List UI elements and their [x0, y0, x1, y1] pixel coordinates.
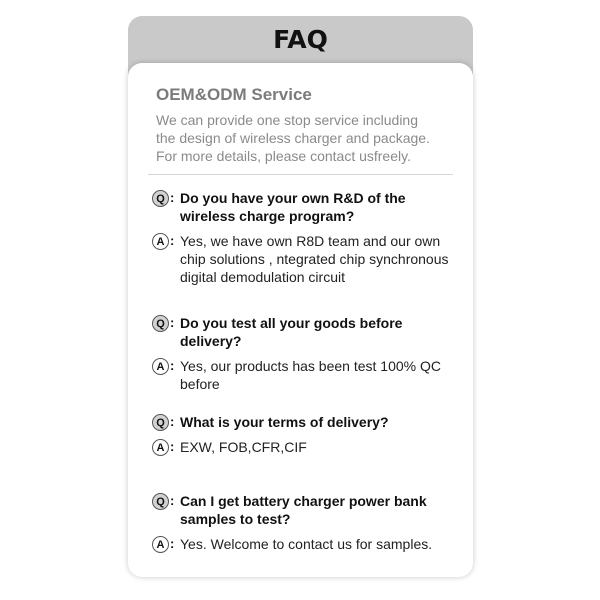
question-text	[180, 413, 389, 431]
service-line: the design of wireless charger and package.	[156, 130, 430, 146]
faq-item	[152, 314, 462, 393]
question-line: What is your terms of delivery?	[180, 414, 389, 430]
question-icon: Q	[152, 190, 169, 207]
page-title: FAQ	[273, 25, 328, 54]
question-text	[180, 314, 402, 350]
answer-text	[180, 438, 307, 456]
answer-icon: A	[152, 233, 169, 250]
faq-list	[152, 189, 462, 553]
answer-line: before	[180, 376, 220, 392]
answer-colon: :	[170, 233, 175, 248]
answer-icon: A	[152, 358, 169, 375]
question-line: samples to test?	[180, 511, 291, 527]
question-row	[152, 492, 462, 528]
question-colon: :	[170, 315, 175, 330]
answer-row	[152, 438, 462, 456]
question-text	[180, 492, 427, 528]
question-text	[180, 189, 406, 225]
answer-row	[152, 535, 462, 553]
answer-line: Yes, our products has been test 100% QC	[180, 358, 441, 374]
service-line: We can provide one stop service including	[156, 112, 419, 128]
service-title: OEM&ODM Service	[156, 85, 312, 104]
faq-card	[128, 63, 473, 577]
answer-colon: :	[170, 536, 175, 551]
question-icon: Q	[152, 414, 169, 431]
question-line: Do you have your own R&D of the	[180, 190, 406, 206]
service-line: For more details, please contact usfreely.	[156, 148, 411, 164]
answer-row	[152, 357, 462, 393]
answer-line: Yes, we have own R8D team and our own	[180, 233, 441, 249]
question-row	[152, 189, 462, 225]
question-line: wireless charge program?	[180, 208, 355, 224]
answer-line: EXW, FOB,CFR,CIF	[180, 439, 307, 455]
answer-colon: :	[170, 439, 175, 454]
answer-line: digital demodulation circuit	[180, 269, 345, 285]
question-line: delivery?	[180, 333, 242, 349]
answer-icon: A	[152, 536, 169, 553]
question-row	[152, 314, 462, 350]
divider	[148, 174, 453, 175]
question-icon: Q	[152, 315, 169, 332]
question-line: Can I get battery charger power bank	[180, 493, 427, 509]
answer-line: Yes. Welcome to contact us for samples.	[180, 536, 433, 552]
answer-icon: A	[152, 439, 169, 456]
question-icon: Q	[152, 493, 169, 510]
answer-colon: :	[170, 358, 175, 373]
answer-text	[180, 357, 441, 393]
service-description	[156, 111, 461, 165]
answer-line: chip solutions , ntegrated chip synchronous	[180, 251, 449, 267]
question-row	[152, 413, 462, 431]
faq-item	[152, 413, 462, 456]
answer-row	[152, 232, 462, 286]
faq-item	[152, 492, 462, 553]
answer-text	[180, 232, 449, 286]
faq-item	[152, 189, 462, 286]
answer-text	[180, 535, 432, 553]
question-colon: :	[170, 414, 175, 429]
question-colon: :	[170, 493, 175, 508]
question-colon: :	[170, 190, 175, 205]
question-line: Do you test all your goods before	[180, 315, 403, 331]
